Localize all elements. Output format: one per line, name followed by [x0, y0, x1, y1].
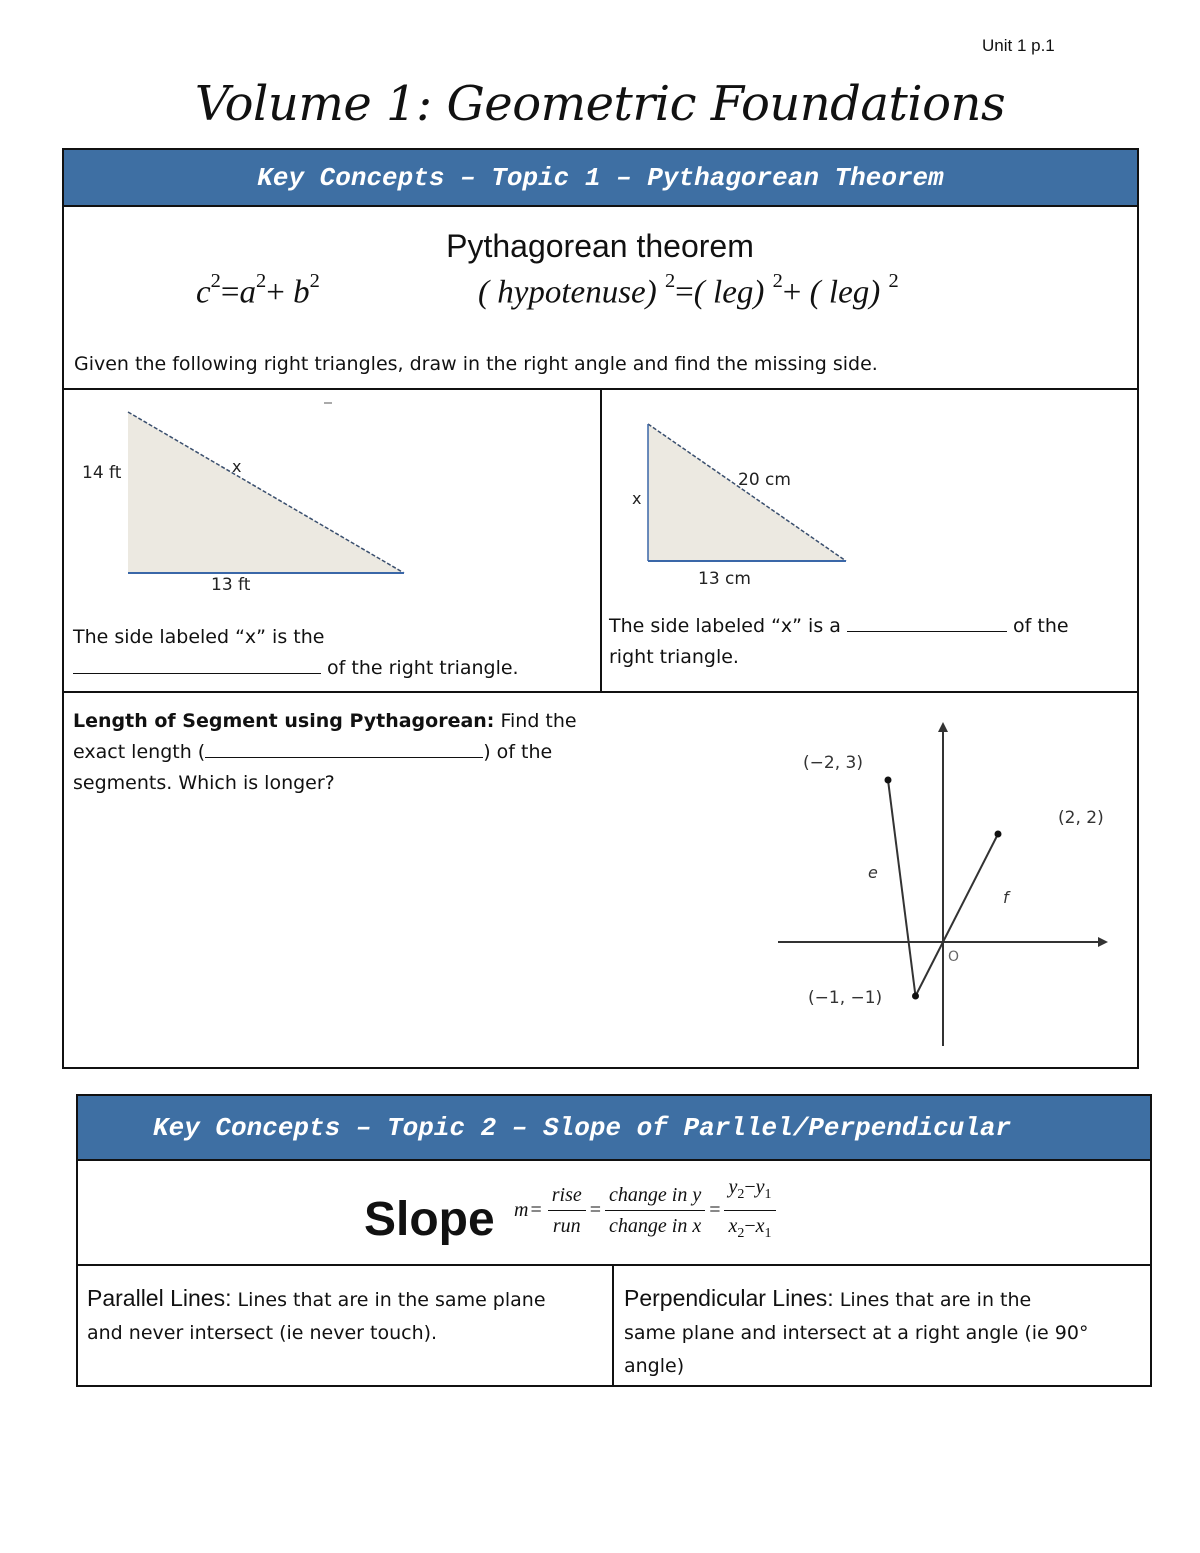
perpendicular-title: Perpendicular Lines: [624, 1285, 834, 1311]
slope-formula: m = $\frac{\text{rise}}{\text{run}}$ = $\frac{\text{change in y}}{\text{change in x}}$ = $\frac{y_2-y_1}{x_2-x_1}$ [514, 1170, 780, 1250]
divider-triangles-middle [600, 388, 602, 693]
triangle1-question: The side labeled “x” is the of the right triangle. [73, 626, 519, 679]
segment-f [943, 834, 998, 942]
segment-answer-blank[interactable] [205, 738, 483, 758]
point-label-neg1-neg1: (−1, −1) [808, 988, 883, 1008]
triangle2-base-label: 13 cm [698, 569, 751, 589]
segment-f-label: f [1003, 888, 1009, 907]
theorem-formula-words: ( hypotenuse) $^2$=( leg) $^2$+ ( leg) $^2$ [478, 270, 899, 311]
page-number: Unit 1 p.1 [982, 36, 1055, 55]
point-2-2 [995, 831, 1002, 838]
topic2-banner-text: Key Concepts – Topic 2 – Slope of Parllel/Perpendicular [153, 1113, 1012, 1143]
triangle1-leg-label: 14 ft [82, 463, 122, 483]
topic1-banner [64, 150, 1137, 206]
perpendicular-definition: Perpendicular Lines: Lines that are in the same plane and intersect at a right angle (ie 90° angle) [624, 1285, 1089, 1377]
triangle2-hyp-label: 20 cm [738, 470, 791, 490]
coordinate-plane [770, 716, 1115, 1050]
segment-f-extension [916, 942, 944, 996]
topic1-banner-divider [62, 205, 1139, 207]
origin-label: O [948, 949, 960, 965]
triangle2-leg-label: x [632, 489, 642, 508]
triangle1-answer-blank[interactable] [73, 654, 321, 674]
theorem-instruction: Given the following right triangles, draw in the right angle and find the missing side. [74, 353, 878, 375]
triangle2-question: The side labeled “x” is a of the right triangle. [609, 611, 1069, 673]
parallel-title: Parallel Lines: [87, 1285, 232, 1311]
segment-prompt-bold: Length of Segment using Pythagorean: [73, 710, 495, 732]
topic2-banner-divider [76, 1159, 1152, 1161]
triangle1-base-label: 13 ft [211, 575, 251, 595]
theorem-formula-symbolic: $c^2=a^2+ b^2$ [196, 270, 320, 311]
triangle1-figure [70, 392, 430, 602]
point-label-neg2-3: (−2, 3) [803, 753, 863, 773]
divider-lines-middle [612, 1264, 614, 1387]
divider-triangles-bottom [62, 691, 1139, 693]
segment-e [888, 780, 916, 996]
page-title: Volume 1: Geometric Foundations [194, 76, 1006, 132]
theorem-heading: Pythagorean theorem [446, 228, 754, 264]
segment-e-label: e [868, 863, 878, 882]
parallel-definition: Parallel Lines: Lines that are in the same plane and never intersect (ie never touch). [87, 1285, 546, 1344]
point-neg2-3 [885, 777, 892, 784]
triangle1-hyp-label: x [232, 457, 242, 476]
y-axis-arrow [938, 722, 948, 732]
segment-prompt: Length of Segment using Pythagorean: Find the exact length ( ) of the segments. Which is longer? [73, 710, 577, 794]
point-neg1-neg1 [912, 993, 919, 1000]
triangle2-answer-blank[interactable] [847, 612, 1007, 632]
triangle2-figure [620, 410, 870, 590]
divider-slope [76, 1264, 1152, 1266]
topic2-banner [78, 1096, 1150, 1160]
topic1-banner-text: Key Concepts – Topic 1 – Pythagorean Theorem [257, 163, 944, 193]
point-label-2-2: (2, 2) [1058, 808, 1104, 828]
x-axis-arrow [1098, 937, 1108, 947]
slope-word: Slope [364, 1193, 495, 1246]
